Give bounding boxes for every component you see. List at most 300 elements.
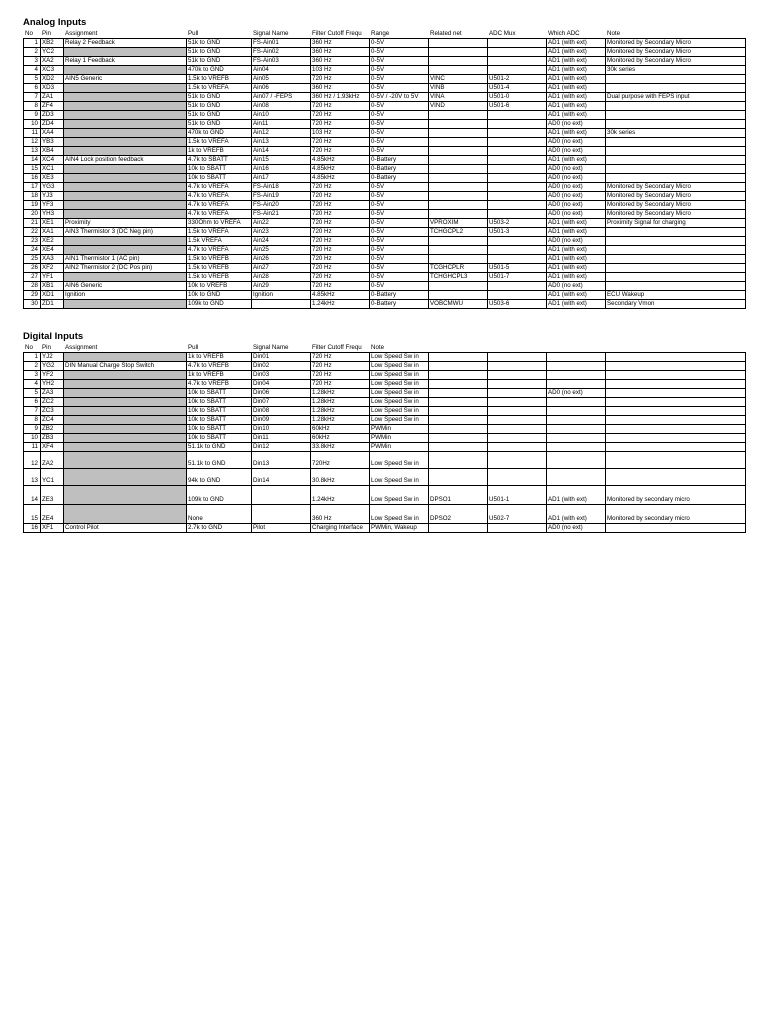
- analog-cell-assignment: [64, 120, 187, 129]
- analog-inputs-title: Analog Inputs: [23, 17, 87, 28]
- analog-cell-range: 0-5V: [370, 120, 429, 129]
- analog-cell-pull: 1k to VREFB: [187, 147, 252, 156]
- digital-cell-note-extra: [606, 362, 746, 371]
- analog-cell-which-adc: AD1 (with ext): [547, 156, 606, 165]
- analog-cell-pull: 4.7k to VREFA: [187, 201, 252, 210]
- analog-cell-assignment: [64, 93, 187, 102]
- analog-cell-no: 17: [24, 183, 41, 192]
- analog-cell-filter-cutoff: 720 Hz: [311, 210, 370, 219]
- table-row: [24, 425, 746, 434]
- analog-cell-range: 0-5V: [370, 39, 429, 48]
- digital-cell-no: 9: [24, 425, 41, 434]
- digital-cell-adc-mux: U501-1: [488, 486, 547, 505]
- digital-cell-adc-mux: [488, 524, 547, 533]
- digital-cell-which-adc: AD1 (with ext): [547, 505, 606, 524]
- analog-cell-assignment: [64, 48, 187, 57]
- digital-cell-which-adc: [547, 416, 606, 425]
- digital-cell-which-adc: [547, 371, 606, 380]
- digital-cell-pull: None: [187, 505, 252, 524]
- digital-cell-no: 6: [24, 398, 41, 407]
- digital-cell-which-adc: [547, 452, 606, 469]
- analog-cell-assignment: [64, 174, 187, 183]
- digital-cell-filter-cutoff: 1.28kHz: [311, 398, 370, 407]
- digital-cell-adc-mux: [488, 398, 547, 407]
- digital-cell-note-extra: [606, 452, 746, 469]
- analog-cell-pin: XA4: [41, 129, 64, 138]
- digital-cell-pin: YH2: [41, 380, 64, 389]
- analog-cell-no: 5: [24, 75, 41, 84]
- analog-cell-which-adc: AD0 (no ext): [547, 120, 606, 129]
- analog-cell-assignment: [64, 246, 187, 255]
- analog-cell-note: [606, 111, 746, 120]
- digital-cell-note: PWMin: [370, 434, 429, 443]
- analog-cell-note: Dual purpose with FEPS input: [606, 93, 746, 102]
- analog-cell-signal-name: Ain15: [252, 156, 311, 165]
- table-row: [24, 174, 746, 183]
- digital-cell-note: Low Speed Sw in: [370, 469, 429, 486]
- analog-cell-related-net: VOBCMWU: [429, 300, 488, 309]
- analog-cell-note: [606, 147, 746, 156]
- analog-cell-related-net: [429, 201, 488, 210]
- digital-cell-signal-name: Din04: [252, 380, 311, 389]
- analog-cell-no: 3: [24, 57, 41, 66]
- digital-cell-pull: 51.1k to GND: [187, 443, 252, 452]
- analog-cell-no: 8: [24, 102, 41, 111]
- analog-cell-filter-cutoff: 720 Hz: [311, 192, 370, 201]
- analog-cell-range: 0-Battery: [370, 165, 429, 174]
- table-row: [24, 129, 746, 138]
- analog-cell-pin: XA2: [41, 57, 64, 66]
- analog-header-related-net: Related net: [429, 30, 488, 39]
- analog-cell-no: 22: [24, 228, 41, 237]
- analog-cell-adc-mux: [488, 246, 547, 255]
- analog-cell-pin: XB1: [41, 282, 64, 291]
- table-row: [24, 255, 746, 264]
- digital-cell-which-adc: [547, 353, 606, 362]
- analog-cell-signal-name: Ain29: [252, 282, 311, 291]
- analog-header-adc-mux: ADC Mux: [488, 30, 547, 39]
- digital-cell-related-net: [429, 524, 488, 533]
- analog-cell-pin: XD3: [41, 84, 64, 93]
- analog-cell-which-adc: AD1 (with ext): [547, 264, 606, 273]
- digital-cell-note-extra: Monitored by secondary micro: [606, 505, 746, 524]
- analog-cell-signal-name: Ain10: [252, 111, 311, 120]
- digital-cell-pin: YC1: [41, 469, 64, 486]
- analog-cell-pin: XA1: [41, 228, 64, 237]
- analog-cell-which-adc: AD0 (no ext): [547, 165, 606, 174]
- analog-cell-signal-name: Ain08: [252, 102, 311, 111]
- analog-cell-note: [606, 246, 746, 255]
- analog-cell-range: 0-5V: [370, 228, 429, 237]
- analog-cell-filter-cutoff: 720 Hz: [311, 138, 370, 147]
- digital-cell-pin: ZA2: [41, 452, 64, 469]
- analog-cell-filter-cutoff: 720 Hz: [311, 282, 370, 291]
- analog-cell-filter-cutoff: 720 Hz: [311, 237, 370, 246]
- analog-cell-related-net: [429, 183, 488, 192]
- digital-cell-signal-name: Din03: [252, 371, 311, 380]
- analog-cell-pull: 1.5k to VREFB: [187, 264, 252, 273]
- analog-cell-filter-cutoff: 4.85kHz: [311, 156, 370, 165]
- analog-cell-pull: 1.5k VREFA: [187, 237, 252, 246]
- table-row: [24, 156, 746, 165]
- analog-cell-related-net: [429, 147, 488, 156]
- digital-cell-note: Low Speed Sw in: [370, 380, 429, 389]
- analog-cell-related-net: TCGHCPLR: [429, 264, 488, 273]
- analog-cell-filter-cutoff: 360 Hz / 1.93kHz: [311, 93, 370, 102]
- analog-cell-related-net: [429, 174, 488, 183]
- table-row: [24, 210, 746, 219]
- digital-cell-filter-cutoff: 33.8kHz: [311, 443, 370, 452]
- digital-cell-signal-name: Din06: [252, 389, 311, 398]
- table-row: [24, 66, 746, 75]
- analog-cell-which-adc: AD1 (with ext): [547, 48, 606, 57]
- analog-cell-related-net: [429, 57, 488, 66]
- analog-cell-note: Monitored by Secondary Micro: [606, 57, 746, 66]
- digital-cell-filter-cutoff: 1.28kHz: [311, 389, 370, 398]
- digital-cell-pull: 109k to GND: [187, 486, 252, 505]
- digital-cell-pin: ZC4: [41, 416, 64, 425]
- analog-cell-signal-name: FS-Ain21: [252, 210, 311, 219]
- digital-cell-filter-cutoff: 360 Hz: [311, 505, 370, 524]
- table-row: [24, 219, 746, 228]
- analog-cell-related-net: [429, 120, 488, 129]
- analog-cell-note: [606, 156, 746, 165]
- analog-cell-adc-mux: U501-2: [488, 75, 547, 84]
- digital-cell-note: Low Speed Sw in: [370, 486, 429, 505]
- analog-cell-pull: 51k to GND: [187, 48, 252, 57]
- analog-cell-which-adc: AD1 (with ext): [547, 273, 606, 282]
- analog-cell-adc-mux: [488, 174, 547, 183]
- digital-cell-assignment: [64, 434, 187, 443]
- digital-cell-note: Low Speed Sw in: [370, 505, 429, 524]
- digital-cell-note-extra: [606, 443, 746, 452]
- analog-cell-which-adc: AD0 (no ext): [547, 201, 606, 210]
- digital-cell-filter-cutoff: 1.24kHz: [311, 486, 370, 505]
- analog-cell-filter-cutoff: 720 Hz: [311, 75, 370, 84]
- digital-inputs-title: Digital Inputs: [23, 331, 84, 342]
- table-row: [24, 165, 746, 174]
- table-row: [24, 147, 746, 156]
- table-row: [24, 84, 746, 93]
- digital-cell-signal-name: Din11: [252, 434, 311, 443]
- digital-cell-no: 4: [24, 380, 41, 389]
- digital-cell-which-adc: [547, 407, 606, 416]
- digital-cell-no: 2: [24, 362, 41, 371]
- analog-cell-no: 13: [24, 147, 41, 156]
- analog-cell-related-net: [429, 156, 488, 165]
- digital-cell-assignment: [64, 469, 187, 486]
- analog-cell-no: 23: [24, 237, 41, 246]
- analog-cell-no: 11: [24, 129, 41, 138]
- analog-cell-assignment: [64, 66, 187, 75]
- analog-cell-pull: 51k to GND: [187, 39, 252, 48]
- analog-cell-which-adc: AD0 (no ext): [547, 183, 606, 192]
- digital-cell-filter-cutoff: 60kHz: [311, 425, 370, 434]
- analog-cell-related-net: VPROXIM: [429, 219, 488, 228]
- analog-cell-adc-mux: [488, 237, 547, 246]
- digital-header-related-net: [429, 344, 488, 353]
- analog-cell-assignment: [64, 165, 187, 174]
- digital-cell-related-net: [429, 371, 488, 380]
- digital-cell-note: Low Speed Sw in: [370, 353, 429, 362]
- analog-cell-which-adc: AD1 (with ext): [547, 84, 606, 93]
- digital-cell-pull: 4.7k to VREFB: [187, 380, 252, 389]
- analog-cell-adc-mux: U503-2: [488, 219, 547, 228]
- analog-cell-range: 0-5V: [370, 138, 429, 147]
- analog-cell-signal-name: FS-Ain18: [252, 183, 311, 192]
- analog-inputs-table: [23, 29, 746, 309]
- digital-cell-no: 5: [24, 389, 41, 398]
- analog-cell-signal-name: FS-Ain02: [252, 48, 311, 57]
- analog-cell-assignment: [64, 84, 187, 93]
- analog-cell-pull: 51k to GND: [187, 93, 252, 102]
- analog-cell-note: [606, 237, 746, 246]
- table-row: [24, 452, 746, 469]
- table-row: [24, 362, 746, 371]
- analog-cell-range: 0-5V: [370, 273, 429, 282]
- analog-cell-range: 0-5V: [370, 246, 429, 255]
- analog-cell-which-adc: AD1 (with ext): [547, 93, 606, 102]
- analog-cell-no: 9: [24, 111, 41, 120]
- table-row: [24, 111, 746, 120]
- analog-header-pin: Pin: [41, 30, 64, 39]
- digital-cell-assignment: [64, 505, 187, 524]
- analog-cell-adc-mux: [488, 210, 547, 219]
- analog-cell-which-adc: AD1 (with ext): [547, 219, 606, 228]
- digital-cell-assignment: [64, 389, 187, 398]
- analog-cell-pull: 330Ohm to VREFA: [187, 219, 252, 228]
- digital-cell-pin: ZE4: [41, 505, 64, 524]
- analog-cell-related-net: [429, 192, 488, 201]
- analog-cell-assignment: [64, 111, 187, 120]
- digital-header-note-extra: [606, 344, 746, 353]
- analog-cell-pin: ZF4: [41, 102, 64, 111]
- analog-cell-range: 0-5V: [370, 48, 429, 57]
- analog-cell-note: Monitored by Secondary Micro: [606, 39, 746, 48]
- digital-cell-signal-name: Din10: [252, 425, 311, 434]
- analog-cell-assignment: [64, 300, 187, 309]
- table-row: [24, 371, 746, 380]
- digital-cell-pull: 1k to VREFB: [187, 371, 252, 380]
- analog-cell-no: 25: [24, 255, 41, 264]
- analog-cell-which-adc: AD0 (no ext): [547, 147, 606, 156]
- digital-cell-note-extra: [606, 389, 746, 398]
- analog-cell-assignment: [64, 138, 187, 147]
- analog-cell-pin: YJ3: [41, 192, 64, 201]
- analog-cell-no: 28: [24, 282, 41, 291]
- table-row: [24, 39, 746, 48]
- analog-cell-pull: 1.5k to VREFB: [187, 255, 252, 264]
- digital-cell-filter-cutoff: Charging Interface: [311, 524, 370, 533]
- digital-cell-assignment: [64, 443, 187, 452]
- table-row: [24, 300, 746, 309]
- digital-inputs-table: [23, 343, 746, 533]
- analog-cell-related-net: [429, 255, 488, 264]
- digital-cell-note-extra: [606, 416, 746, 425]
- analog-cell-related-net: [429, 291, 488, 300]
- analog-cell-pin: XB4: [41, 147, 64, 156]
- analog-cell-filter-cutoff: 720 Hz: [311, 228, 370, 237]
- digital-cell-note-extra: [606, 398, 746, 407]
- digital-cell-adc-mux: [488, 469, 547, 486]
- digital-cell-pin: YG2: [41, 362, 64, 371]
- digital-cell-assignment: Control Pilot: [64, 524, 187, 533]
- analog-cell-pin: YF1: [41, 273, 64, 282]
- analog-cell-which-adc: AD1 (with ext): [547, 111, 606, 120]
- digital-cell-related-net: [429, 389, 488, 398]
- analog-cell-signal-name: Ain26: [252, 255, 311, 264]
- analog-cell-pull: 1.5k to VREFB: [187, 273, 252, 282]
- digital-cell-note-extra: [606, 353, 746, 362]
- table-row: [24, 264, 746, 273]
- analog-cell-related-net: VINB: [429, 84, 488, 93]
- analog-cell-signal-name: Ain22: [252, 219, 311, 228]
- analog-cell-note: [606, 255, 746, 264]
- analog-cell-note: [606, 102, 746, 111]
- digital-cell-pull: 94k to GND: [187, 469, 252, 486]
- analog-cell-note: 30k series: [606, 66, 746, 75]
- digital-cell-no: 8: [24, 416, 41, 425]
- digital-cell-related-net: DPSO1: [429, 486, 488, 505]
- digital-cell-adc-mux: U502-7: [488, 505, 547, 524]
- analog-cell-pull: 4.7k to SBATT: [187, 156, 252, 165]
- analog-cell-pull: 1.5k to VREFA: [187, 84, 252, 93]
- digital-cell-assignment: [64, 486, 187, 505]
- digital-header-which-adc: [547, 344, 606, 353]
- analog-cell-which-adc: AD1 (with ext): [547, 39, 606, 48]
- digital-cell-note: Low Speed Sw in: [370, 371, 429, 380]
- analog-cell-which-adc: AD1 (with ext): [547, 129, 606, 138]
- digital-cell-assignment: [64, 398, 187, 407]
- table-row: [24, 102, 746, 111]
- analog-cell-related-net: TCHGCPL2: [429, 228, 488, 237]
- analog-cell-pin: XE3: [41, 174, 64, 183]
- digital-cell-assignment: [64, 452, 187, 469]
- analog-cell-adc-mux: U501-6: [488, 102, 547, 111]
- analog-cell-note: Monitored by Secondary Micro: [606, 210, 746, 219]
- digital-header-signal-name: Signal Name: [252, 344, 311, 353]
- digital-header-note: Note: [370, 344, 429, 353]
- analog-cell-assignment: [64, 210, 187, 219]
- analog-cell-related-net: [429, 246, 488, 255]
- table-row: [24, 469, 746, 486]
- analog-cell-note: [606, 75, 746, 84]
- analog-cell-signal-name: Ain27: [252, 264, 311, 273]
- table-row: [24, 380, 746, 389]
- analog-cell-pull: 51k to GND: [187, 111, 252, 120]
- analog-cell-which-adc: AD1 (with ext): [547, 102, 606, 111]
- analog-cell-related-net: [429, 237, 488, 246]
- analog-cell-range: 0-5V: [370, 210, 429, 219]
- analog-cell-adc-mux: [488, 201, 547, 210]
- analog-cell-assignment: Ignition: [64, 291, 187, 300]
- analog-cell-pull: 1.5k to VREFA: [187, 138, 252, 147]
- analog-cell-range: 0-5V: [370, 66, 429, 75]
- analog-header-no: No: [24, 30, 41, 39]
- analog-header-filter-cutoff: Filter Cutoff Frequ: [311, 30, 370, 39]
- digital-cell-adc-mux: [488, 425, 547, 434]
- digital-cell-pin: XF4: [41, 443, 64, 452]
- digital-cell-adc-mux: [488, 407, 547, 416]
- digital-cell-related-net: [429, 398, 488, 407]
- analog-header-row: [24, 30, 746, 39]
- analog-cell-filter-cutoff: 103 Hz: [311, 129, 370, 138]
- analog-cell-pin: ZD1: [41, 300, 64, 309]
- table-row: [24, 192, 746, 201]
- analog-cell-range: 0-5V / -20V to 5V: [370, 93, 429, 102]
- digital-cell-pull: 10k to SBATT: [187, 398, 252, 407]
- table-row: [24, 416, 746, 425]
- analog-cell-pin: XB2: [41, 39, 64, 48]
- analog-cell-which-adc: AD1 (with ext): [547, 291, 606, 300]
- digital-cell-pull: 10k to SBATT: [187, 389, 252, 398]
- analog-cell-no: 27: [24, 273, 41, 282]
- analog-cell-adc-mux: [488, 156, 547, 165]
- digital-cell-note-extra: [606, 371, 746, 380]
- analog-cell-filter-cutoff: 360 Hz: [311, 48, 370, 57]
- analog-cell-pull: 109k to GND: [187, 300, 252, 309]
- digital-cell-no: 15: [24, 505, 41, 524]
- digital-header-assignment: Assignment: [64, 344, 187, 353]
- digital-cell-signal-name: Din08: [252, 407, 311, 416]
- digital-header-adc-mux: [488, 344, 547, 353]
- analog-cell-filter-cutoff: 720 Hz: [311, 111, 370, 120]
- analog-cell-signal-name: Ain14: [252, 147, 311, 156]
- analog-cell-filter-cutoff: 4.85kHz: [311, 165, 370, 174]
- analog-cell-filter-cutoff: 720 Hz: [311, 183, 370, 192]
- digital-header-pull: Pull: [187, 344, 252, 353]
- analog-cell-filter-cutoff: 1.24kHz: [311, 300, 370, 309]
- digital-cell-filter-cutoff: 720 Hz: [311, 362, 370, 371]
- analog-cell-filter-cutoff: 360 Hz: [311, 39, 370, 48]
- table-row: [24, 505, 746, 524]
- analog-cell-note: [606, 84, 746, 93]
- analog-cell-pull: 470k to GND: [187, 129, 252, 138]
- analog-cell-filter-cutoff: 4.85kHz: [311, 291, 370, 300]
- analog-cell-range: 0-5V: [370, 192, 429, 201]
- analog-cell-pin: YG3: [41, 183, 64, 192]
- digital-cell-signal-name: Din09: [252, 416, 311, 425]
- analog-cell-range: 0-5V: [370, 84, 429, 93]
- analog-cell-which-adc: AD0 (no ext): [547, 237, 606, 246]
- digital-cell-note: PWMin: [370, 443, 429, 452]
- analog-cell-pull: 4.7k to VREFA: [187, 210, 252, 219]
- digital-cell-pin: ZC3: [41, 407, 64, 416]
- analog-cell-adc-mux: [488, 192, 547, 201]
- digital-cell-pin: XF1: [41, 524, 64, 533]
- digital-cell-note: Low Speed Sw in: [370, 407, 429, 416]
- digital-cell-pin: YF2: [41, 371, 64, 380]
- analog-cell-range: 0-5V: [370, 183, 429, 192]
- digital-header-row: [24, 344, 746, 353]
- digital-cell-signal-name: Din12: [252, 443, 311, 452]
- analog-cell-no: 26: [24, 264, 41, 273]
- analog-cell-related-net: [429, 282, 488, 291]
- digital-cell-which-adc: [547, 380, 606, 389]
- digital-cell-no: 12: [24, 452, 41, 469]
- analog-cell-no: 19: [24, 201, 41, 210]
- analog-cell-pull: 10k to GND: [187, 291, 252, 300]
- digital-cell-no: 11: [24, 443, 41, 452]
- analog-cell-range: 0-5V: [370, 201, 429, 210]
- analog-cell-adc-mux: U501-5: [488, 264, 547, 273]
- table-row: [24, 486, 746, 505]
- digital-header-pin: Pin: [41, 344, 64, 353]
- analog-cell-no: 24: [24, 246, 41, 255]
- digital-cell-pull: 4.7k to VREFB: [187, 362, 252, 371]
- analog-cell-no: 14: [24, 156, 41, 165]
- analog-cell-no: 20: [24, 210, 41, 219]
